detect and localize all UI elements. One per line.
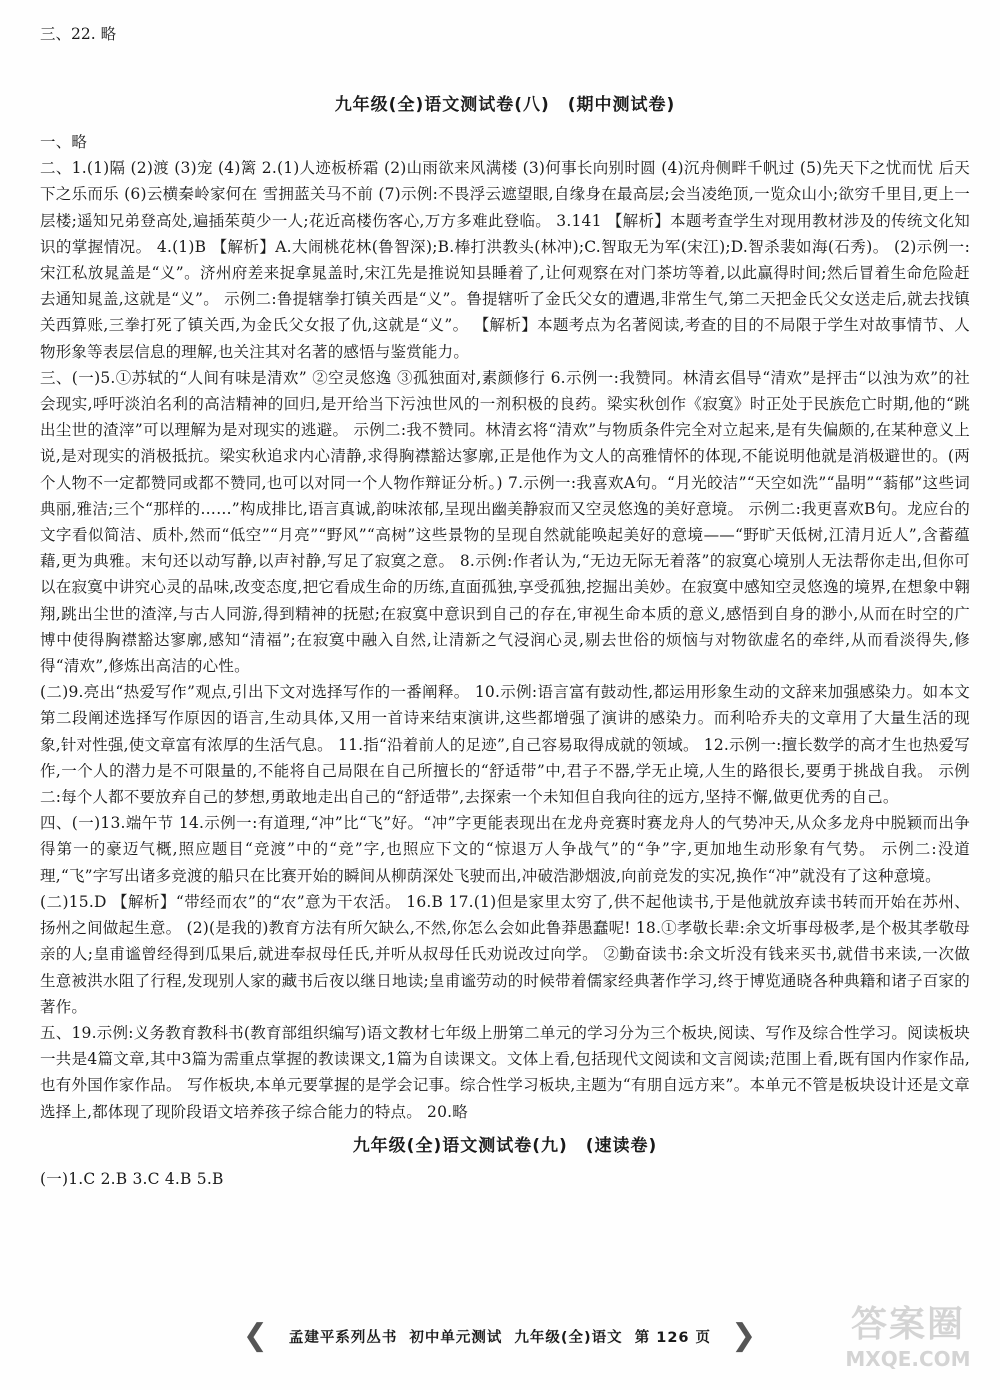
footer-page-number: 第 126 页	[634, 1329, 712, 1346]
footer-book: 初中单元测试	[409, 1329, 503, 1346]
test9-subtitle: (速读卷)	[585, 1135, 658, 1156]
watermark-top-text: 答案圈	[850, 1304, 965, 1345]
paragraph-7: 五、19.示例:义务教育教科书(教育部组织编写)语文教材七年级上册第二单元的学习分为三个板块,阅读、写作及综合性学习。阅读板块一共是4篇文章,其中3篇为需重点掌握的教读课文,1篇为自读课文。文体上看,包括现代文阅读和文言阅读;范围上看,既有国内作家作品,也有外国作家作品。 写作板块,本单元要掌握的是学会记事。综合性学习板块,主题为“有朋自远方来”。本单元不管是板块设计还是文章选择上,都体现了现阶段语文培养孩子综合能力的特点。 20.略	[40, 1023, 970, 1121]
test8-subtitle: (期中测试卷)	[567, 95, 676, 115]
top-line: 三、22. 略	[40, 25, 117, 43]
right-arrow-icon: ❯	[731, 1318, 758, 1353]
left-arrow-icon: ❮	[242, 1318, 269, 1353]
test8-title	[40, 90, 970, 115]
footer-series: 孟建平系列丛书	[288, 1329, 398, 1346]
test9-first-line: (一)1.C 2.B 3.C 4.B 5.B	[40, 1169, 224, 1188]
paragraph-2: 二、1.(1)隔 (2)渡 (3)宠 (4)篱 2.(1)人迹板桥霜 (2)山雨欲来风满楼 (3)何事长向别时圆 (4)沉舟侧畔千帆过 (5)先天下之忧而忧 后天下之乐而乐 (6)云横秦岭家何在 雪拥蓝关马不前 (7)示例:不畏浮云遮望眼,自缘身在最高层;会当凌绝顶,一览众山小;欲穷千里目,更上一层楼;遥知兄弟登高处,遍插茱萸少一人;花近高楼伤客心,万方多难此登临。 3.141 【解析】本题考查学生对现用教材涉及的传统文化知识的掌握情况。 4.(1)B 【解析】A.大闹桃花林(鲁智深);B.棒打洪教头(林冲);C.智取无为军(宋江);D.智杀裴如海(石秀)。 (2)示例一:宋江私放晁盖是“义”。济州府差来捉拿晁盖时,宋江先是推说知县睡着了,让何观察在对门茶坊等着,以此赢得时间;然后冒着生命危险赶去通知晁盖,这就是“义”。 示例二:鲁提辖拳打镇关西是“义”。鲁提辖听了金氏父女的遭遇,非常生气,第二天把金氏父女送走后,就去找镇关西算账,三拳打死了镇关西,为金氏父女报了仇,这就是“义”。 【解析】本题考点为名著阅读,考查的目的不局限于学生对故事情节、人物形象等表层信息的理解,也关注其对名著的感悟与鉴赏能力。	[40, 159, 970, 361]
watermark-bottom-text: MXQE.COM	[845, 1347, 971, 1371]
watermark-logo	[828, 1296, 988, 1384]
test9-title	[40, 1131, 970, 1156]
paragraph-1: 一、略	[40, 133, 88, 151]
answer-page	[40, 22, 970, 1192]
paragraph-5: 四、(一)13.端午节 14.示例一:有道理,“冲”比“飞”好。“冲”字更能表现出在龙舟竞赛时赛龙舟人的气势冲天,从众多龙舟中脱颖而出争得第一的豪迈气概,照应题目“竞渡”中的“竞”字,也照应下文的“惊退万人争战气”的“争”字,更加地生动形象有气势。 示例二:没道理,“飞”字写出诸多竞渡的船只在比赛开始的瞬间从柳荫深处飞驶而出,冲破浩渺烟波,向前竞发的实况,换作“冲”就没有了这种意境。	[40, 814, 970, 885]
footer-grade: 九年级(全)语文	[514, 1329, 623, 1346]
paragraph-3: 三、(一)5.①苏轼的“人间有味是清欢” ②空灵悠逸 ③孤独面对,素颜修行 6.示例一:我赞同。林清玄倡导“清欢”是抨击“以浊为欢”的社会现实,呼吁淡泊名利的高洁精神的回归,是开给当下污浊世风的一剂积极的良药。梁实秋创作《寂寞》时正处于民族危亡时期,他的“跳出尘世的渣滓”可以理解为是对现实的逃避。 示例二:我不赞同。林清玄将“清欢”与物质条件完全对立起来,是有失偏颇的,在某种意义上说,是对现实的消极抵抗。梁实秋追求内心清静,求得胸襟豁达寥廓,正是他作为文人的高雅情怀的体现,不能说明他就是消极避世的。(两个人物不一定都赞同或都不赞同,也可以对同一个人物作辩证分析。) 7.示例一:我喜欢A句。“月光皎洁”“天空如洗”“晶明”“蓊郁”这些词典丽,雅洁;三个“那样的……”构成排比,语言真诚,韵味浓郁,呈现出幽美静寂而又空灵悠逸的美好意境。 示例二:我更喜欢B句。龙应台的文字看似简洁、质朴,然而“低空”“月亮”“野风”“高树”这些景物的呈现自然就能唤起美好的意境——“野旷天低树,江清月近人”,含蓄蕴藉,更为典雅。末句还以动写静,以声衬静,写足了寂寞之意。 8.示例:作者认为,“无边无际无着落”的寂寞心境别人无法帮你走出,但你可以在寂寞中讲究心灵的品味,改变态度,把它看成生命的历练,直面孤独,享受孤独,挖掘出美妙。在寂寞中感知空灵悠逸的境界,在想象中翱翔,跳出尘世的渣滓,与古人同游,得到精神的抚慰;在寂寞中意识到自己的存在,审视生命本质的意义,感悟到自身的渺小,从而在时空的广博中使得胸襟豁达寥廓,感知“清福”;在寂寞中融入自然,让清新之气浸润心灵,剔去世俗的烦恼与对物欲虚名的牵绊,从而看淡得失,修得“清欢”,修炼出高洁的心性。	[40, 368, 970, 676]
paragraph-4: (二)9.亮出“热爱写作”观点,引出下文对选择写作的一番阐释。 10.示例:语言富有鼓动性,都运用形象生动的文辞来加强感染力。如本文第二段阐述选择写作原因的语言,生动具体,又用一首诗来结束演讲,这些都增强了演讲的感染力。而利哈乔夫的文章用了大量生活的现象,针对性强,使文章富有浓厚的生活气息。 11.指“沿着前人的足迹”,自己容易取得成就的领域。 12.示例一:擅长数学的高才生也热爱写作,一个人的潜力是不可限量的,不能将自己局限在自己所擅长的“舒适带”中,君子不器,学无止境,人生的路很长,要勇于挑战自我。 示例二:每个人都不要放弃自己的梦想,勇敢地走出自己的“舒适带”,去探索一个未知但自我向往的远方,坚持不懈,做更优秀的自己。	[40, 683, 970, 807]
test8-title-text: 九年级(全)语文测试卷(八)	[334, 95, 550, 115]
paragraph-6: (二)15.D 【解析】“带经而农”的“农”意为干农活。 16.B 17.(1)但是家里太穷了,供不起他读书,于是他就放弃读书转而开始在苏州、扬州之间做起生意。 (2)(是我的)教育方法有所欠缺么,不然,你怎么会如此鲁莽愚蠢呢! 18.①孝敬长辈:余文圻事母极孝,是个极其孝敬母亲的人;皇甫谧曾经得到瓜果后,就进奉叔母任氏,并听从叔母任氏劝说改过向学。 ②勤奋读书:余文圻没有钱来买书,就借书来读,一次做生意被洪水阻了行程,发现别人家的藏书后夜以继日地读;皇甫谧劳动的时候带着儒家经典著作学习,终于博览通晓各种典籍和诸子百家的著作。	[40, 892, 970, 1016]
test9-title-text: 九年级(全)语文测试卷(九)	[352, 1135, 568, 1156]
